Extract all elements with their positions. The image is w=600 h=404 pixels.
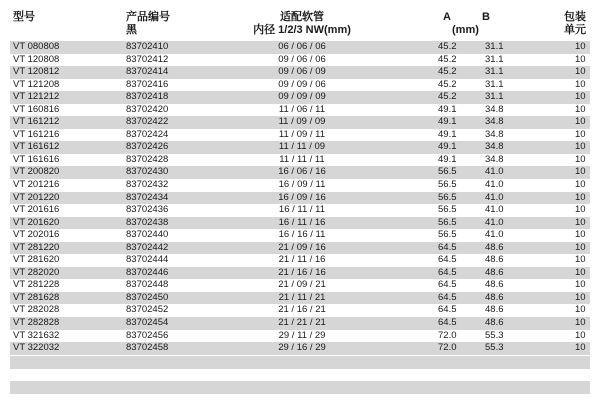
cell-dim-a: 64.5 bbox=[438, 279, 457, 291]
cell-hose-size: 21 / 09 / 16 bbox=[278, 241, 326, 253]
cell-pack-unit: 10 bbox=[575, 166, 586, 178]
cell-pack-unit: 10 bbox=[575, 153, 586, 165]
cell-part-number: 83702458 bbox=[126, 342, 169, 354]
cell-dim-a: 64.5 bbox=[438, 317, 457, 329]
cell-hose-size: 09 / 06 / 06 bbox=[278, 53, 326, 65]
cell-part-number: 83702456 bbox=[126, 329, 169, 341]
cell-hose-size: 16 / 06 / 16 bbox=[278, 166, 326, 178]
cell-dim-b: 48.6 bbox=[485, 291, 504, 303]
cell-hose-size: 06 / 06 / 06 bbox=[278, 41, 326, 52]
table-row bbox=[10, 154, 590, 167]
cell-model: VT 161216 bbox=[13, 128, 60, 140]
table-row bbox=[10, 330, 590, 343]
cell-dim-b: 55.3 bbox=[485, 342, 504, 354]
cell-dim-a: 64.5 bbox=[438, 291, 457, 303]
cell-dim-b: 41.0 bbox=[485, 166, 504, 178]
cell-model: VT 282028 bbox=[13, 304, 60, 316]
table-row bbox=[10, 104, 590, 117]
table-row bbox=[10, 179, 590, 192]
cell-hose-size: 29 / 16 / 29 bbox=[278, 342, 326, 354]
cell-pack-unit: 10 bbox=[575, 191, 586, 203]
cell-hose-size: 11 / 09 / 11 bbox=[278, 128, 326, 140]
header-hose: 适配软管 bbox=[280, 11, 324, 23]
cell-dim-a: 56.5 bbox=[438, 179, 457, 191]
cell-part-number: 83702416 bbox=[126, 78, 169, 90]
cell-part-number: 83702434 bbox=[126, 191, 169, 203]
cell-pack-unit: 10 bbox=[575, 216, 586, 228]
cell-hose-size: 16 / 16 / 11 bbox=[278, 229, 326, 241]
cell-dim-a: 56.5 bbox=[438, 166, 457, 178]
cell-dim-a: 49.1 bbox=[438, 128, 457, 140]
cell-hose-size: 09 / 06 / 09 bbox=[278, 66, 326, 78]
cell-hose-size: 16 / 09 / 11 bbox=[278, 179, 326, 191]
cell-dim-a: 45.2 bbox=[438, 78, 457, 90]
table-row bbox=[10, 116, 590, 129]
footer-band bbox=[10, 356, 590, 369]
cell-pack-unit: 10 bbox=[575, 204, 586, 216]
table-row bbox=[10, 267, 590, 280]
cell-dim-b: 48.6 bbox=[485, 254, 504, 266]
table-row bbox=[10, 279, 590, 292]
cell-dim-b: 34.8 bbox=[485, 141, 504, 153]
footer-band bbox=[10, 369, 590, 382]
cell-pack-unit: 10 bbox=[575, 266, 586, 278]
cell-model: VT 321632 bbox=[13, 329, 60, 341]
cell-dim-b: 31.1 bbox=[485, 41, 504, 52]
cell-dim-b: 41.0 bbox=[485, 191, 504, 203]
header-b: B bbox=[482, 11, 490, 23]
cell-part-number: 83702412 bbox=[126, 53, 169, 65]
header-model: 型号 bbox=[13, 11, 35, 23]
cell-dim-b: 41.0 bbox=[485, 179, 504, 191]
cell-part-number: 83702448 bbox=[126, 279, 169, 291]
table-footer bbox=[10, 356, 590, 394]
cell-pack-unit: 10 bbox=[575, 116, 586, 128]
cell-dim-b: 55.3 bbox=[485, 329, 504, 341]
cell-hose-size: 21 / 16 / 16 bbox=[278, 266, 326, 278]
cell-hose-size: 11 / 11 / 09 bbox=[278, 141, 326, 153]
table-row bbox=[10, 317, 590, 330]
cell-hose-size: 11 / 11 / 11 bbox=[279, 153, 325, 165]
cell-part-number: 83702450 bbox=[126, 291, 169, 303]
header-pack: 包装 bbox=[564, 11, 586, 23]
cell-dim-b: 41.0 bbox=[485, 216, 504, 228]
cell-dim-a: 45.2 bbox=[438, 41, 457, 52]
cell-dim-b: 31.1 bbox=[485, 53, 504, 65]
table-header bbox=[0, 0, 600, 40]
cell-pack-unit: 10 bbox=[575, 229, 586, 241]
cell-hose-size: 16 / 11 / 11 bbox=[278, 204, 326, 216]
table-row bbox=[10, 141, 590, 154]
cell-pack-unit: 10 bbox=[575, 342, 586, 354]
cell-hose-size: 29 / 11 / 29 bbox=[278, 329, 326, 341]
cell-dim-b: 48.6 bbox=[485, 266, 504, 278]
table-row bbox=[10, 192, 590, 205]
cell-part-number: 83702426 bbox=[126, 141, 169, 153]
cell-pack-unit: 10 bbox=[575, 141, 586, 153]
header-pack-unit: 单元 bbox=[564, 24, 586, 36]
cell-hose-size: 21 / 11 / 16 bbox=[278, 254, 326, 266]
cell-pack-unit: 10 bbox=[575, 128, 586, 140]
cell-part-number: 83702446 bbox=[126, 266, 169, 278]
cell-pack-unit: 10 bbox=[575, 66, 586, 78]
cell-model: VT 322032 bbox=[13, 342, 60, 354]
cell-part-number: 83702428 bbox=[126, 153, 169, 165]
table-row bbox=[10, 166, 590, 179]
cell-dim-b: 34.8 bbox=[485, 103, 504, 115]
cell-hose-size: 16 / 11 / 16 bbox=[278, 216, 326, 228]
cell-dim-b: 34.8 bbox=[485, 153, 504, 165]
cell-model: VT 201616 bbox=[13, 204, 60, 216]
cell-model: VT 161212 bbox=[13, 116, 60, 128]
cell-hose-size: 21 / 11 / 21 bbox=[278, 291, 326, 303]
cell-pack-unit: 10 bbox=[575, 241, 586, 253]
cell-model: VT 121208 bbox=[13, 78, 60, 90]
header-a: A bbox=[443, 11, 451, 23]
cell-hose-size: 11 / 06 / 11 bbox=[278, 103, 326, 115]
header-hose-sizes: 内径 1/2/3 NW(mm) bbox=[253, 24, 351, 36]
cell-dim-a: 56.5 bbox=[438, 229, 457, 241]
cell-model: VT 161612 bbox=[13, 141, 60, 153]
cell-model: VT 281620 bbox=[13, 254, 60, 266]
cell-model: VT 281628 bbox=[13, 291, 60, 303]
cell-dim-a: 56.5 bbox=[438, 204, 457, 216]
cell-hose-size: 09 / 09 / 06 bbox=[278, 78, 326, 90]
cell-model: VT 201620 bbox=[13, 216, 60, 228]
cell-dim-b: 41.0 bbox=[485, 229, 504, 241]
cell-pack-unit: 10 bbox=[575, 279, 586, 291]
cell-dim-a: 64.5 bbox=[438, 304, 457, 316]
cell-part-number: 83702452 bbox=[126, 304, 169, 316]
cell-model: VT 080808 bbox=[13, 41, 60, 52]
header-part-number: 产品编号 bbox=[126, 11, 170, 23]
footer-band bbox=[10, 381, 590, 394]
cell-hose-size: 09 / 09 / 09 bbox=[278, 91, 326, 103]
cell-model: VT 282020 bbox=[13, 266, 60, 278]
cell-dim-b: 41.0 bbox=[485, 204, 504, 216]
table-row bbox=[10, 292, 590, 305]
cell-dim-a: 49.1 bbox=[438, 153, 457, 165]
cell-dim-b: 48.6 bbox=[485, 279, 504, 291]
cell-part-number: 83702444 bbox=[126, 254, 169, 266]
cell-pack-unit: 10 bbox=[575, 317, 586, 329]
cell-pack-unit: 10 bbox=[575, 53, 586, 65]
cell-dim-b: 31.1 bbox=[485, 91, 504, 103]
cell-model: VT 201220 bbox=[13, 191, 60, 203]
cell-part-number: 83702436 bbox=[126, 204, 169, 216]
cell-dim-a: 45.2 bbox=[438, 66, 457, 78]
table-row bbox=[10, 129, 590, 142]
cell-pack-unit: 10 bbox=[575, 291, 586, 303]
table-row bbox=[10, 79, 590, 92]
table-row bbox=[10, 41, 590, 54]
header-part-color: 黑 bbox=[126, 24, 137, 36]
cell-dim-a: 49.1 bbox=[438, 116, 457, 128]
cell-pack-unit: 10 bbox=[575, 78, 586, 90]
cell-dim-b: 34.8 bbox=[485, 128, 504, 140]
cell-pack-unit: 10 bbox=[575, 329, 586, 341]
cell-dim-b: 31.1 bbox=[485, 78, 504, 90]
cell-hose-size: 21 / 16 / 21 bbox=[278, 304, 326, 316]
cell-model: VT 281228 bbox=[13, 279, 60, 291]
table-row bbox=[10, 91, 590, 104]
table-row bbox=[10, 66, 590, 79]
cell-dim-a: 45.2 bbox=[438, 53, 457, 65]
cell-dim-b: 31.1 bbox=[485, 66, 504, 78]
table-row bbox=[10, 304, 590, 317]
cell-pack-unit: 10 bbox=[575, 179, 586, 191]
cell-model: VT 121212 bbox=[13, 91, 60, 103]
cell-dim-a: 56.5 bbox=[438, 191, 457, 203]
cell-part-number: 83702424 bbox=[126, 128, 169, 140]
cell-part-number: 83702432 bbox=[126, 179, 169, 191]
table-row bbox=[10, 217, 590, 230]
cell-dim-a: 49.1 bbox=[438, 141, 457, 153]
table-body bbox=[10, 41, 590, 355]
cell-part-number: 83702422 bbox=[126, 116, 169, 128]
cell-dim-a: 72.0 bbox=[438, 342, 457, 354]
cell-dim-b: 48.6 bbox=[485, 241, 504, 253]
table-row bbox=[10, 204, 590, 217]
cell-dim-a: 49.1 bbox=[438, 103, 457, 115]
cell-part-number: 83702454 bbox=[126, 317, 169, 329]
cell-dim-a: 64.5 bbox=[438, 266, 457, 278]
cell-part-number: 83702430 bbox=[126, 166, 169, 178]
cell-pack-unit: 10 bbox=[575, 103, 586, 115]
cell-dim-a: 45.2 bbox=[438, 91, 457, 103]
cell-model: VT 282828 bbox=[13, 317, 60, 329]
cell-hose-size: 16 / 09 / 16 bbox=[278, 191, 326, 203]
cell-part-number: 83702442 bbox=[126, 241, 169, 253]
cell-model: VT 281220 bbox=[13, 241, 60, 253]
header-units: (mm) bbox=[452, 24, 479, 36]
cell-pack-unit: 10 bbox=[575, 91, 586, 103]
cell-dim-b: 48.6 bbox=[485, 304, 504, 316]
cell-dim-a: 64.5 bbox=[438, 241, 457, 253]
cell-hose-size: 21 / 09 / 21 bbox=[278, 279, 326, 291]
cell-dim-a: 56.5 bbox=[438, 216, 457, 228]
cell-model: VT 161616 bbox=[13, 153, 60, 165]
cell-model: VT 201216 bbox=[13, 179, 60, 191]
cell-pack-unit: 10 bbox=[575, 304, 586, 316]
cell-model: VT 200820 bbox=[13, 166, 60, 178]
cell-hose-size: 21 / 21 / 21 bbox=[278, 317, 326, 329]
cell-hose-size: 11 / 09 / 09 bbox=[278, 116, 326, 128]
cell-model: VT 120808 bbox=[13, 53, 60, 65]
table-row bbox=[10, 242, 590, 255]
cell-dim-a: 64.5 bbox=[438, 254, 457, 266]
cell-model: VT 120812 bbox=[13, 66, 60, 78]
table-row bbox=[10, 54, 590, 67]
cell-part-number: 83702410 bbox=[126, 41, 169, 52]
cell-dim-a: 72.0 bbox=[438, 329, 457, 341]
cell-part-number: 83702440 bbox=[126, 229, 169, 241]
cell-part-number: 83702414 bbox=[126, 66, 169, 78]
cell-model: VT 202016 bbox=[13, 229, 60, 241]
cell-pack-unit: 10 bbox=[575, 41, 586, 52]
cell-dim-b: 34.8 bbox=[485, 116, 504, 128]
cell-part-number: 83702420 bbox=[126, 103, 169, 115]
cell-part-number: 83702438 bbox=[126, 216, 169, 228]
cell-pack-unit: 10 bbox=[575, 254, 586, 266]
table-row bbox=[10, 229, 590, 242]
table-row bbox=[10, 342, 590, 355]
cell-dim-b: 48.6 bbox=[485, 317, 504, 329]
cell-model: VT 160816 bbox=[13, 103, 60, 115]
table-row bbox=[10, 254, 590, 267]
cell-part-number: 83702418 bbox=[126, 91, 169, 103]
